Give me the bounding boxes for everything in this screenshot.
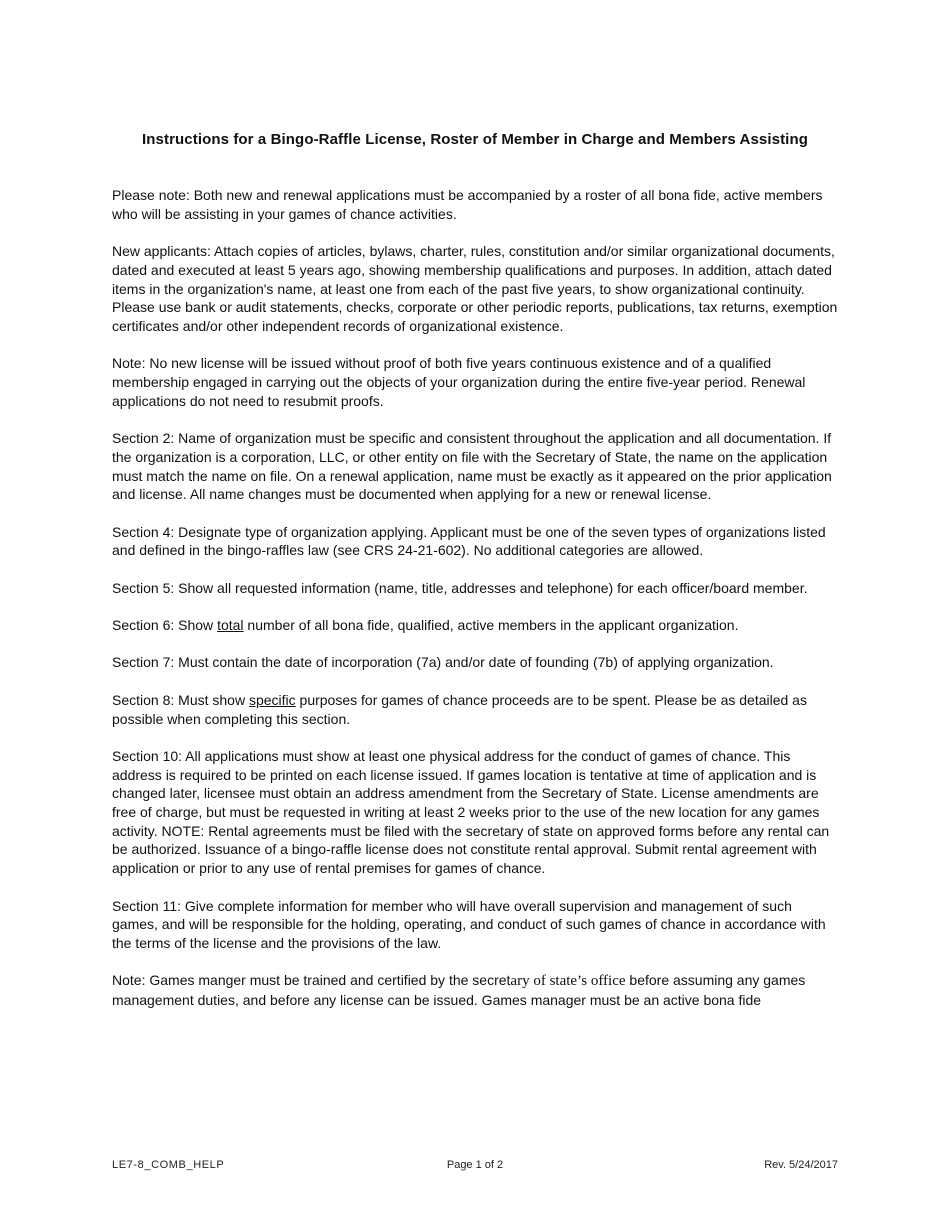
paragraph-section-7: Section 7: Must contain the date of incorporation (7a) and/or date of founding (7b) of applying organization. xyxy=(112,654,774,671)
footer-revision-date: Rev. 5/24/2017 xyxy=(764,1159,838,1171)
paragraph-section-10: Section 10: All applications must show at least one physical address for the conduct of games of chance. This address is required to be printed on each license issued. If games location is tentative at time of application and is changed later, licensee must obtain an address amendment from the Secretary of State. License amendments are free of charge, but must be requested in writing at least 2 weeks prior to the use of the new location for any games activity. NOTE: Rental agreements must be filed with the secretary of state on approved forms before any rental can be authorized. Issuance of a bingo-raffle license does not constitute rental approval. Submit rental agreement with application or prior to any use of rental premises for games of chance. xyxy=(112,747,830,877)
section-6-text-end: number of all bona fide, qualified, active members in the applicant organization. xyxy=(243,617,739,634)
paragraph-section-8 xyxy=(112,691,840,728)
paragraph-please-note: Please note: Both new and renewal applications must be accompanied by a roster of all bona fide, active members who will be assisting in your games of chance activities. xyxy=(112,187,823,222)
footer-form-id: LE7-8_COMB_HELP xyxy=(112,1159,225,1171)
note-manager-text-start: Note: Games manger must be trained and certified by the secret xyxy=(112,972,511,989)
paragraph-section-11: Section 11: Give complete information for member who will have overall supervision and management of such games, and will be responsible for the holding, operating, and conduct of such games of chance in accordance with the terms of the license and the provisions of the law. xyxy=(112,897,826,951)
document-body xyxy=(112,186,840,1028)
document-title: Instructions for a Bingo-Raffle License, Roster of Member in Charge and Members Assisting xyxy=(142,131,808,148)
paragraph-section-5: Section 5: Show all requested information (name, title, addresses and telephone) for each officer/board member. xyxy=(112,579,808,596)
note-manager-serif-run: ary of state’s office xyxy=(510,973,626,990)
section-8-underlined-word: specific xyxy=(248,691,296,708)
section-6-underlined-word: total xyxy=(217,617,244,634)
section-8-text-start: Section 8: Must show xyxy=(112,691,249,708)
paragraph-note-manager xyxy=(112,971,840,1009)
paragraph-section-6 xyxy=(112,616,840,635)
paragraph-new-applicants: New applicants: Attach copies of articles, bylaws, charter, rules, constitution and/or similar organizational documents, dated and executed at least 5 years ago, showing membership qualifications and purposes. In addition, attach dated items in the organization's name, at least one from each of the past five years, to show organizational continuity. Please use bank or audit statements, checks, corporate or other periodic reports, publications, tax returns, exemption certificates and/or other independent records of organizational existence. xyxy=(112,243,838,334)
footer-page-number: Page 1 of 2 xyxy=(446,1159,504,1171)
paragraph-section-4: Section 4: Designate type of organization applying. Applicant must be one of the seven types of organizations listed and defined in the bingo-raffles law (see CRS 24-21-602). No additional categories are allowed. xyxy=(112,523,826,559)
paragraph-section-2: Section 2: Name of organization must be specific and consistent throughout the application and all documentation. If the organization is a corporation, LLC, or other entity on file with the Secretary of State, the name on the application must match the name on file. On a renewal application, name must be exactly as it appeared on the prior application and license. All name changes must be documented when applying for a new or renewal license. xyxy=(112,430,832,503)
note-manager-text-end: before assuming any games management duties, and before any license can be issued. Games manager must be an active bona fide xyxy=(112,972,806,1009)
section-6-text-start: Section 6: Show xyxy=(112,617,218,634)
paragraph-note-license: Note: No new license will be issued without proof of both five years continuous existence and of a qualified membership engaged in carrying out the objects of your organization during the entire five-year period. Renewal applications do not need to resubmit proofs. xyxy=(112,355,806,409)
section-8-text-end: purposes for games of chance proceeds are to be spent. Please be as detailed as possible when completing this section. xyxy=(112,691,807,727)
